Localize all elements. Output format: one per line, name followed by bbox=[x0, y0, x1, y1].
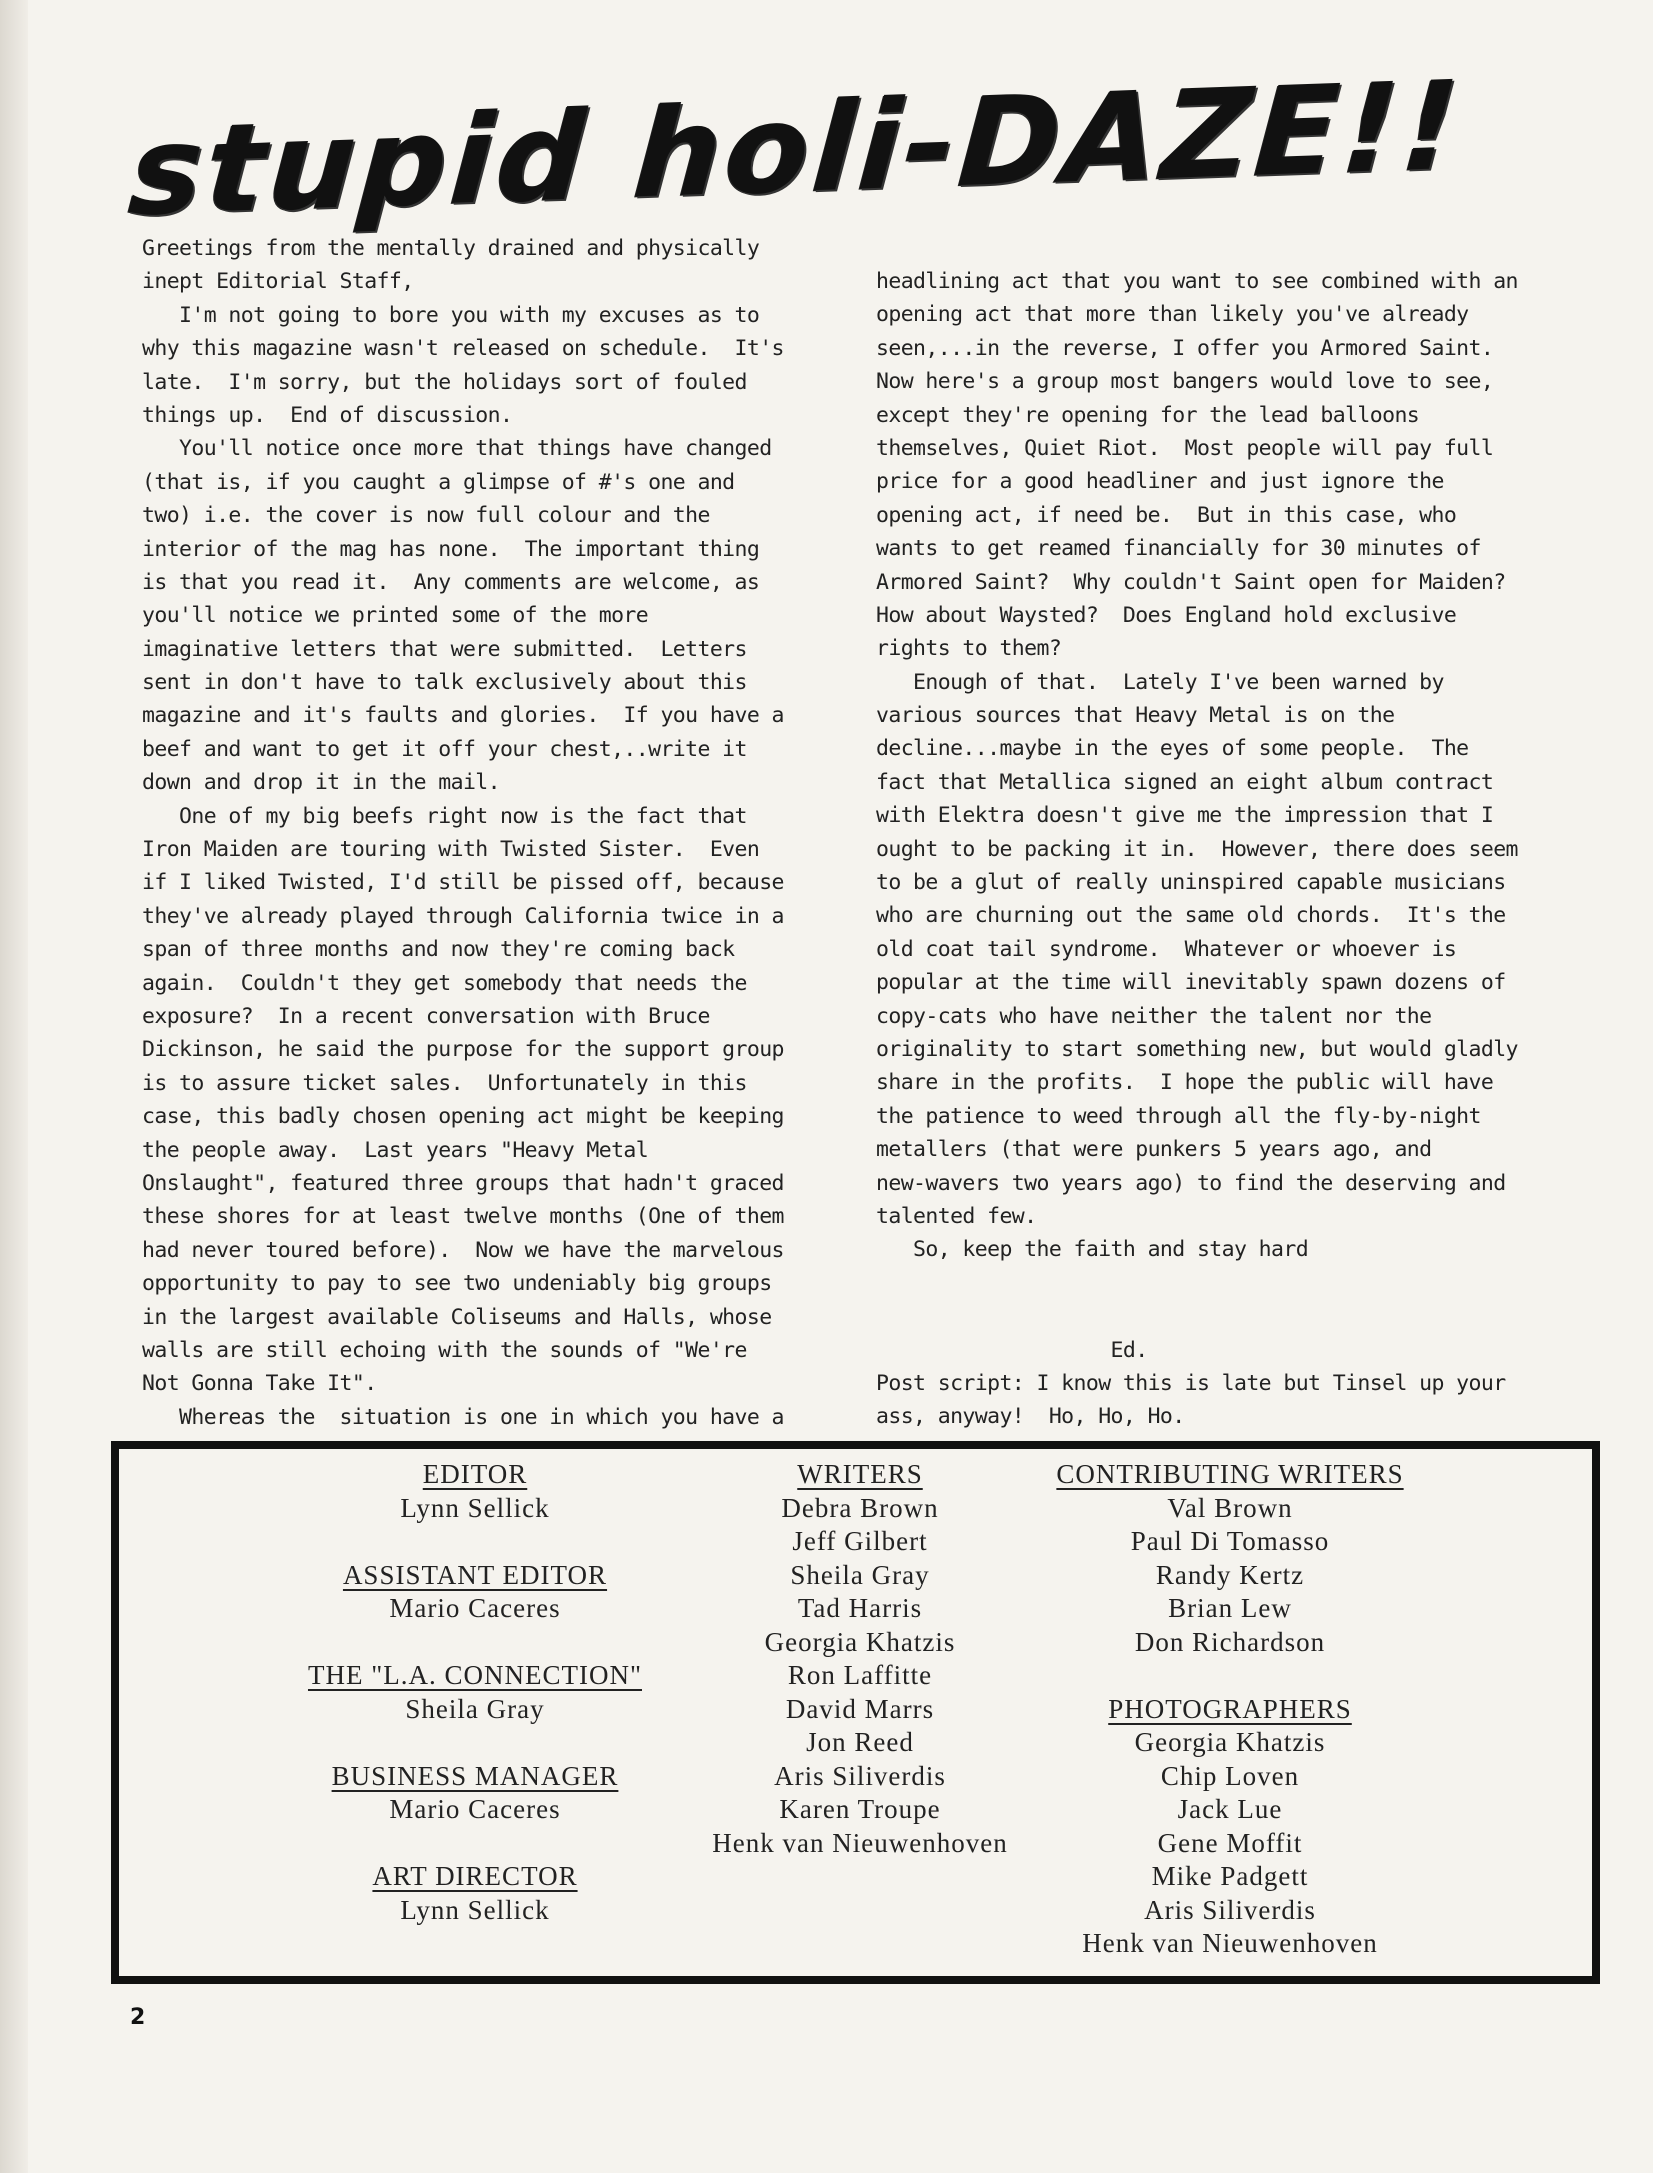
text-line: Now here's a group most bangers would love to see, bbox=[876, 369, 1494, 395]
text-line: these shores for at least twelve months (One of them bbox=[142, 1204, 784, 1230]
text-line: to be a glut of really uninspired capable musicians bbox=[876, 870, 1506, 896]
text-line: the patience to weed through all the fly-by-night bbox=[876, 1103, 1481, 1129]
text-line: the people away. Last years "Heavy Metal bbox=[142, 1137, 649, 1163]
text-line: why this magazine wasn't released on schedule. It's bbox=[142, 336, 784, 362]
staff-name: Tad Harris bbox=[797, 1593, 923, 1623]
text-line: ass, anyway! Ho, Ho, Ho. bbox=[876, 1404, 1185, 1430]
staff-name: Gene Moffit bbox=[1157, 1827, 1303, 1858]
text-line: imaginative letters that were submitted. Letters bbox=[142, 636, 747, 662]
staff-name: Ron Laffitte bbox=[787, 1660, 933, 1690]
text-line: two) i.e. the cover is now full colour and the bbox=[142, 503, 710, 529]
text-line: is that you read it. Any comments are welcome, as bbox=[142, 569, 760, 595]
staff-name: Sheila Gray bbox=[405, 1693, 545, 1724]
staff-heading: ART DIRECTOR bbox=[372, 1861, 578, 1891]
staff-heading: EDITOR bbox=[422, 1459, 528, 1489]
section-gap bbox=[270, 1827, 680, 1861]
page-number: 2 bbox=[130, 2005, 146, 2030]
text-line: except they're opening for the lead balloons bbox=[876, 402, 1420, 428]
staff-name: Mario Caceres bbox=[389, 1593, 561, 1623]
text-line: opening act that more than likely you've already bbox=[876, 302, 1469, 328]
staff-name: David Marrs bbox=[785, 1693, 935, 1724]
text-line: span of three months and now they're coming back bbox=[142, 937, 735, 963]
staff-name: Henk van Nieuwenhoven bbox=[712, 1827, 1008, 1858]
staff-name: Mario Caceres bbox=[389, 1794, 561, 1824]
staff-name: Georgia Khatzis bbox=[764, 1626, 956, 1657]
staff-column-3 bbox=[1030, 1458, 1430, 1961]
text-line: Post script: I know this is late but Tinsel up your bbox=[876, 1370, 1506, 1396]
text-line: beef and want to get it off your chest,..write it bbox=[142, 736, 747, 762]
text-line: copy-cats who have neither the talent nor the bbox=[876, 1003, 1432, 1029]
staff-name: Jon Reed bbox=[806, 1727, 914, 1757]
headline: stupid holi-DAZE!! bbox=[125, 54, 1467, 244]
text-line: seen,...in the reverse, I offer you Armored Saint. bbox=[876, 335, 1494, 361]
staff-name: Aris Siliverdis bbox=[1144, 1894, 1316, 1925]
staff-name: Lynn Sellick bbox=[400, 1894, 550, 1925]
text-line: talented few. bbox=[876, 1203, 1037, 1229]
staff-name: Paul Di Tomasso bbox=[1130, 1526, 1330, 1556]
text-line: Ed. bbox=[876, 1337, 1148, 1363]
text-line: (that is, if you caught a glimpse of #'s one and bbox=[142, 469, 735, 495]
staff-heading: ASSISTANT EDITOR bbox=[342, 1559, 608, 1590]
text-line: I'm not going to bore you with my excuses as to bbox=[142, 302, 760, 328]
text-line: fact that Metallica signed an eight album contract bbox=[876, 769, 1494, 795]
text-line: price for a good headliner and just ignore the bbox=[876, 469, 1444, 495]
text-line: late. I'm sorry, but the holidays sort of fouled bbox=[142, 369, 747, 395]
text-line: walls are still echoing with the sounds of "We're bbox=[142, 1337, 747, 1363]
text-line: Dickinson, he said the purpose for the support group bbox=[142, 1037, 784, 1063]
section-gap bbox=[270, 1626, 680, 1660]
text-line bbox=[876, 1267, 1576, 1300]
staff-name: Debra Brown bbox=[781, 1492, 939, 1523]
staff-name: Karen Troupe bbox=[779, 1794, 941, 1824]
section-gap bbox=[270, 1525, 680, 1559]
text-line: various sources that Heavy Metal is on the bbox=[876, 703, 1395, 729]
staff-heading: THE "L.A. CONNECTION" bbox=[307, 1660, 642, 1690]
staff-name: Aris Siliverdis bbox=[774, 1760, 946, 1791]
text-line: down and drop it in the mail. bbox=[142, 770, 500, 796]
text-line: things up. End of discussion. bbox=[142, 402, 513, 428]
text-line: interior of the mag has none. The important thing bbox=[142, 536, 760, 562]
staff-column-1 bbox=[270, 1458, 680, 1927]
text-line: headlining act that you want to see combined with an bbox=[876, 269, 1518, 294]
staff-name: Georgia Khatzis bbox=[1134, 1727, 1326, 1757]
staff-heading: WRITERS bbox=[797, 1459, 923, 1489]
text-line: Not Gonna Take It". bbox=[142, 1371, 377, 1397]
text-line: Enough of that. Lately I've been warned by bbox=[876, 669, 1444, 695]
text-line: case, this badly chosen opening act might be keeping bbox=[142, 1104, 784, 1130]
text-line: So, keep the faith and stay hard bbox=[876, 1237, 1309, 1263]
text-line: You'll notice once more that things have changed bbox=[142, 436, 772, 462]
text-line: if I liked Twisted, I'd still be pissed off, because bbox=[142, 870, 784, 896]
text-line: popular at the time will inevitably spawn dozens of bbox=[876, 970, 1506, 996]
staff-name: Jeff Gilbert bbox=[792, 1526, 928, 1556]
section-gap bbox=[1030, 1659, 1430, 1693]
staff-name: Sheila Gray bbox=[790, 1559, 930, 1590]
text-line: who are churning out the same old chords. It's the bbox=[876, 903, 1506, 929]
text-line: in the largest available Coliseums and Halls, whose bbox=[142, 1304, 772, 1330]
staff-name: Val Brown bbox=[1167, 1492, 1293, 1523]
text-line: opportunity to pay to see two undeniably big groups bbox=[142, 1271, 772, 1297]
text-line: share in the profits. I hope the public will have bbox=[876, 1070, 1494, 1096]
staff-column-2 bbox=[660, 1458, 1060, 1860]
text-line: Greetings from the mentally drained and physically bbox=[142, 236, 760, 261]
staff-heading: BUSINESS MANAGER bbox=[331, 1760, 619, 1791]
staff-heading: CONTRIBUTING WRITERS bbox=[1056, 1459, 1404, 1489]
staff-name: Chip Loven bbox=[1160, 1760, 1300, 1791]
text-line: new-wavers two years ago) to find the deserving and bbox=[876, 1170, 1506, 1196]
page-edge-shadow bbox=[0, 0, 28, 2173]
text-line: How about Waysted? Does England hold exclusive bbox=[876, 602, 1457, 628]
text-line: themselves, Quiet Riot. Most people will pay full bbox=[876, 435, 1494, 461]
text-line: had never toured before). Now we have the marvelous bbox=[142, 1237, 784, 1263]
text-line: wants to get reamed financially for 30 minutes of bbox=[876, 536, 1481, 562]
text-line: inept Editorial Staff, bbox=[142, 269, 414, 295]
text-line: originality to start something new, but would gladly bbox=[876, 1036, 1518, 1062]
staff-name: Lynn Sellick bbox=[400, 1492, 550, 1523]
text-line: One of my big beefs right now is the fact that bbox=[142, 803, 747, 829]
text-line: Onslaught", featured three groups that hadn't graced bbox=[142, 1170, 784, 1196]
text-line: metallers (that were punkers 5 years ago, and bbox=[876, 1137, 1432, 1163]
text-line: rights to them? bbox=[876, 636, 1062, 662]
text-line: sent in don't have to talk exclusively about this bbox=[142, 670, 747, 696]
staff-name: Mike Padgett bbox=[1151, 1861, 1309, 1891]
editorial-right-column bbox=[876, 265, 1576, 1434]
text-line: ought to be packing it in. However, there does seem bbox=[876, 836, 1518, 862]
staff-name: Randy Kertz bbox=[1155, 1559, 1305, 1590]
section-gap bbox=[270, 1726, 680, 1760]
staff-name: Don Richardson bbox=[1134, 1626, 1326, 1657]
text-line: Whereas the situation is one in which you have a bbox=[142, 1404, 784, 1430]
staff-name: Henk van Nieuwenhoven bbox=[1082, 1928, 1378, 1958]
text-line: opening act, if need be. But in this case, who bbox=[876, 502, 1457, 528]
text-line bbox=[876, 1300, 1576, 1333]
staff-name: Jack Lue bbox=[1177, 1794, 1283, 1824]
text-line: with Elektra doesn't give me the impression that I bbox=[876, 803, 1494, 829]
staff-heading: PHOTOGRAPHERS bbox=[1108, 1693, 1352, 1724]
text-line: Armored Saint? Why couldn't Saint open for Maiden? bbox=[876, 569, 1506, 595]
text-line: Iron Maiden are touring with Twisted Sister. Even bbox=[142, 837, 760, 863]
text-line: magazine and it's faults and glories. If you have a bbox=[142, 703, 784, 729]
text-line: again. Couldn't they get somebody that needs the bbox=[142, 970, 747, 996]
text-line: you'll notice we printed some of the more bbox=[142, 603, 649, 629]
editorial-left-column bbox=[142, 232, 842, 1434]
text-line: decline...maybe in the eyes of some people. The bbox=[876, 736, 1469, 762]
staff-name: Brian Lew bbox=[1168, 1593, 1292, 1623]
text-line: is to assure ticket sales. Unfortunately in this bbox=[142, 1070, 747, 1096]
text-line: old coat tail syndrome. Whatever or whoever is bbox=[876, 936, 1457, 962]
text-line: exposure? In a recent conversation with Bruce bbox=[142, 1003, 710, 1029]
text-line: they've already played through California twice in a bbox=[142, 903, 784, 929]
